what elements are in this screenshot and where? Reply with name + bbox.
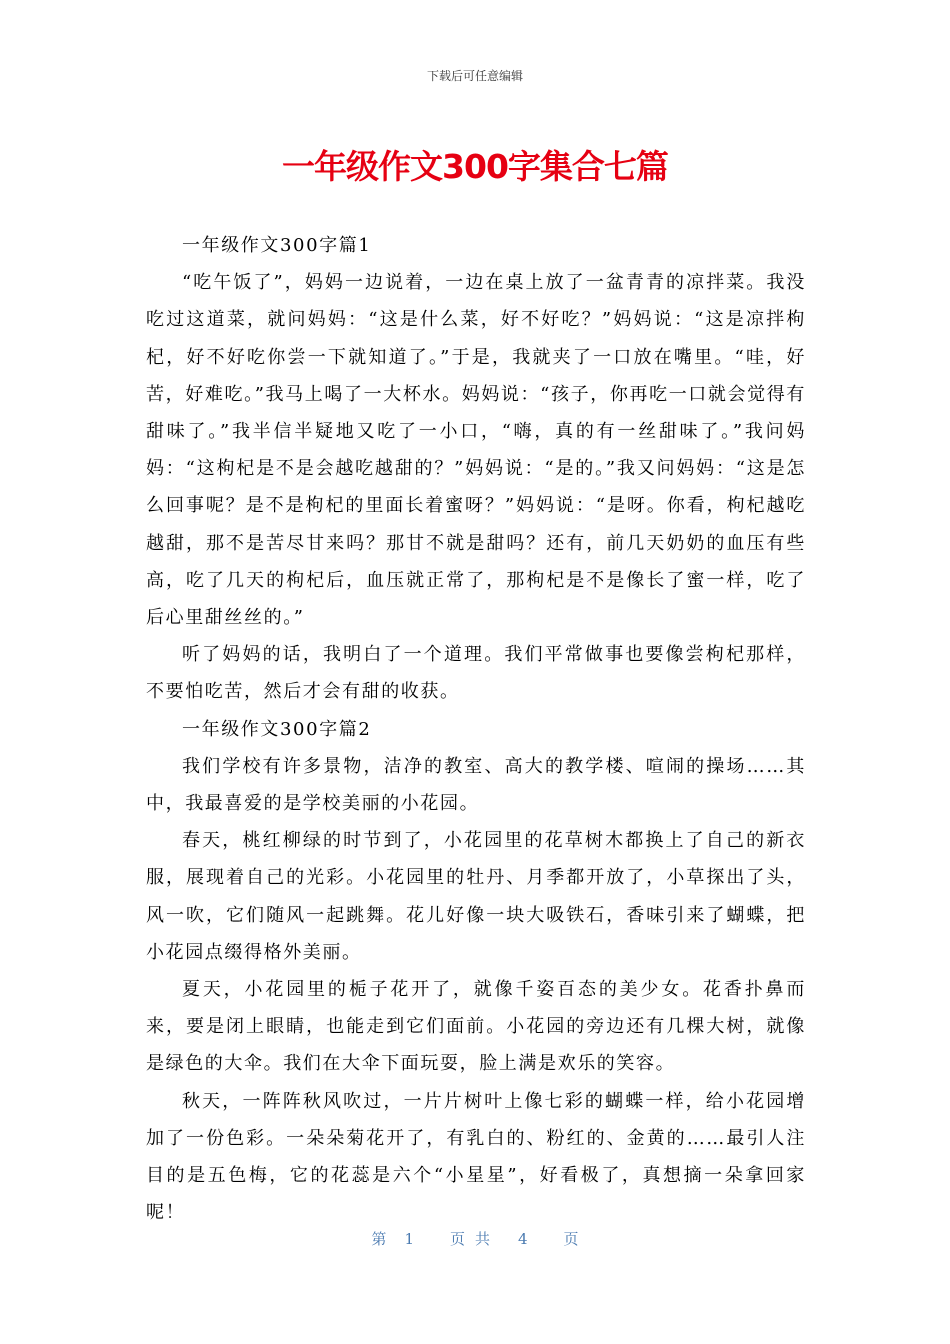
footer-label-page: 第: [371, 1230, 387, 1248]
document-body: [146, 227, 806, 1231]
footer-label-total: 页共: [449, 1230, 500, 1248]
header-note: 下载后可任意编辑: [426, 69, 523, 83]
section-heading-1: 一年级作文300字篇1: [182, 235, 372, 256]
paragraph: 听了妈妈的话，我明白了一个道理。我们平常做事也要像尝枸杞那样，不要怕吃苦，然后才会有甜的收获。: [146, 644, 806, 703]
paragraph: 我们学校有许多景物，洁净的教室、高大的教学楼、喧闹的操场……其中，我最喜爱的是学校美丽的小花园。: [146, 755, 806, 815]
paragraph: 秋天，一阵阵秋风吹过，一片片树叶上像七彩的蝴蝶一样，给小花园增加了一份色彩。一朵朵菊花开了，有乳白的、粉红的、金黄的……最引人注目的是五色梅，它的花蕊是六个“小星星”，好看极了，真想摘一朵拿回家呢！: [146, 1090, 806, 1224]
paragraph: 春天，桃红柳绿的时节到了，小花园里的花草树木都换上了自己的新衣服，展现着自己的光彩。小花园里的牡丹、月季都开放了，小草探出了头，风一吹，它们随风一起跳舞。花儿好像一块大吸铁石，香味引来了蝴蝶，把小花园点缀得格外美丽。: [146, 830, 806, 963]
paragraph: 夏天，小花园里的栀子花开了，就像千姿百态的美少女。花香扑鼻而来，要是闭上眼睛，也能走到它们面前。小花园的旁边还有几棵大树，就像是绿色的大伞。我们在大伞下面玩耍，脸上满是欢乐的笑容。: [146, 979, 806, 1075]
footer-label-end: 页: [563, 1230, 579, 1248]
paragraph: “吃午饭了”，妈妈一边说着，一边在桌上放了一盆青青的凉拌菜。我没吃过这道菜，就问妈妈：“这是什么菜，好不好吃？”妈妈说：“这是凉拌枸杞，好不好吃你尝一下就知道了。”于是，我就夹了一口放在嘴里。“哇，好苦，好难吃。”我马上喝了一大杯水。妈妈说：“孩子，你再吃一口就会觉得有甜味了。”我半信半疑地又吃了一小口，“嗨，真的有一丝甜味了。”我问妈妈：“这枸杞是不是会越吃越甜的？”妈妈说：“是的。”我又问妈妈：“这是怎么回事呢？是不是枸杞的里面长着蜜呀？”妈妈说：“是呀。你看，枸杞越吃越甜，那不是苦尽甘来吗？那甘不就是甜吗？还有，前几天奶奶的血压有些高，吃了几天的枸杞后，血压就正常了，那枸杞是不是像长了蜜一样，吃了后心里甜丝丝的。”: [146, 272, 806, 629]
total-pages-number: 4: [518, 1230, 528, 1248]
section-heading-2: 一年级作文300字篇2: [182, 718, 372, 740]
document-title: 一年级作文300字集合七篇: [282, 147, 668, 186]
page-footer: [0, 1228, 950, 1249]
current-page-number: 1: [404, 1230, 414, 1248]
